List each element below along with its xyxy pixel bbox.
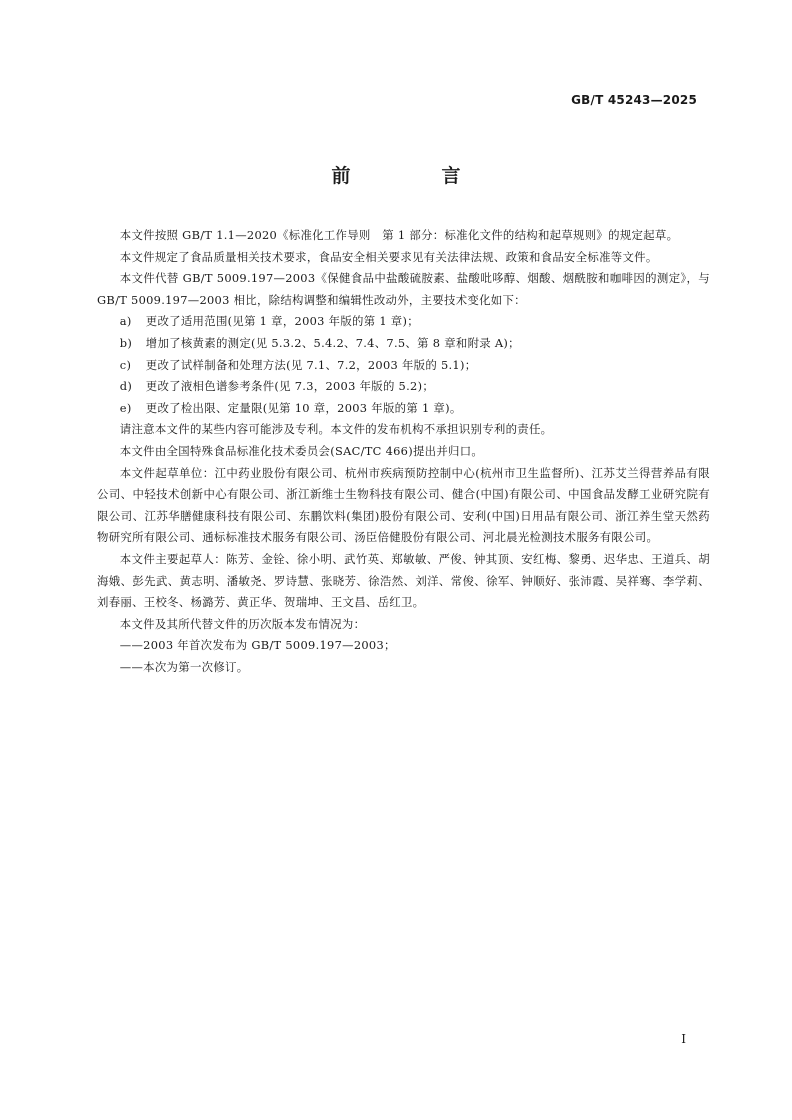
history-item: ——2003 年首次发布为 GB/T 5009.197—2003； bbox=[119, 638, 396, 653]
page-number: I bbox=[681, 1032, 686, 1046]
paragraph-drafting-rules: 本文件按照 GB/T 1.1—2020《标准化工作导则 第 1 部分：标准化文件的结构和起草规则》的规定起草。 bbox=[119, 228, 679, 242]
paragraph-replacement: 本文件代替 GB/T 5009.197—2003《保健食品中盐酸硫胺素、盐酸吡哆醇、烟酸、烟酰胺和咖啡因的测定》，与 GB/T 5009.197—2003 相比，除结构调整和编辑性改动外，主要技术变化如下： bbox=[97, 271, 710, 307]
list-marker: a) bbox=[119, 314, 132, 329]
history-item: ——本次为第一次修订。 bbox=[119, 659, 249, 674]
list-marker: c) bbox=[119, 357, 132, 372]
list-marker: e) bbox=[119, 400, 132, 415]
document-code: GB/T 45243—2025 bbox=[571, 93, 697, 107]
change-text: 更改了适用范围(见第 1 章，2003 年版的第 1 章)； bbox=[145, 314, 419, 329]
paragraph-committee: 本文件由全国特殊食品标准化技术委员会(SAC/TC 466)提出并归口。 bbox=[119, 443, 484, 458]
paragraph-drafting-units: 本文件起草单位：江中药业股份有限公司、杭州市疾病预防控制中心(杭州市卫生监督所)、江苏艾兰得营养品有限公司、中轻技术创新中心有限公司、浙江新维士生物科技有限公司、健合(中国)有限公司、中国食品发酵工业研究院有限公司、江苏华膳健康科技有限公司、东鹏饮料(集团)股份有限公司、安利(中国)日用品有限公司、浙江养生堂天然药物研究所有限公司、通标标准技术服务有限公司、汤臣倍健股份有限公司、河北晨光检测技术服务有限公司。 bbox=[97, 465, 710, 545]
change-text: 增加了核黄素的测定(见 5.3.2、5.4.2、7.4、7.5、第 8 章和附录 A)； bbox=[145, 335, 520, 350]
change-text: 更改了液相色谱参考条件(见 7.3，2003 年版的 5.2)； bbox=[145, 379, 435, 394]
change-text: 更改了检出限、定量限(见第 10 章，2003 年版的第 1 章)。 bbox=[145, 400, 462, 415]
list-marker: b) bbox=[119, 335, 133, 350]
paragraph-patent-notice: 请注意本文件的某些内容可能涉及专利。本文件的发布机构不承担识别专利的责任。 bbox=[119, 422, 553, 437]
paragraph-drafters: 本文件主要起草人：陈芳、金铨、徐小明、武竹英、郑敏敏、严俊、钟其顶、安红梅、黎勇、迟华忠、王道兵、胡海娥、彭先武、黄志明、潘敏尧、罗诗慧、张晓芳、徐浩然、刘洋、常俊、徐军、钟顺好、张沛霞、吴祥骞、李学莉、刘春丽、王校冬、杨潞芳、黄正华、贺瑞坤、王文昌、岳红卫。 bbox=[97, 551, 710, 610]
change-item bbox=[97, 333, 710, 355]
change-item bbox=[97, 376, 710, 398]
paragraph-scope-note: 本文件规定了食品质量相关技术要求，食品安全相关要求见有关法律法规、政策和食品安全标准等文件。 bbox=[119, 249, 658, 264]
change-item bbox=[97, 311, 710, 333]
paragraph-history-intro: 本文件及其所代替文件的历次版本发布情况为： bbox=[119, 616, 366, 631]
preface-body bbox=[97, 225, 710, 678]
change-item bbox=[97, 355, 710, 377]
page-title: 前 言 bbox=[331, 165, 497, 187]
list-marker: d) bbox=[119, 379, 133, 394]
change-text: 更改了试样制备和处理方法(见 7.1、7.2，2003 年版的 5.1)； bbox=[145, 357, 477, 372]
change-item bbox=[97, 398, 710, 420]
